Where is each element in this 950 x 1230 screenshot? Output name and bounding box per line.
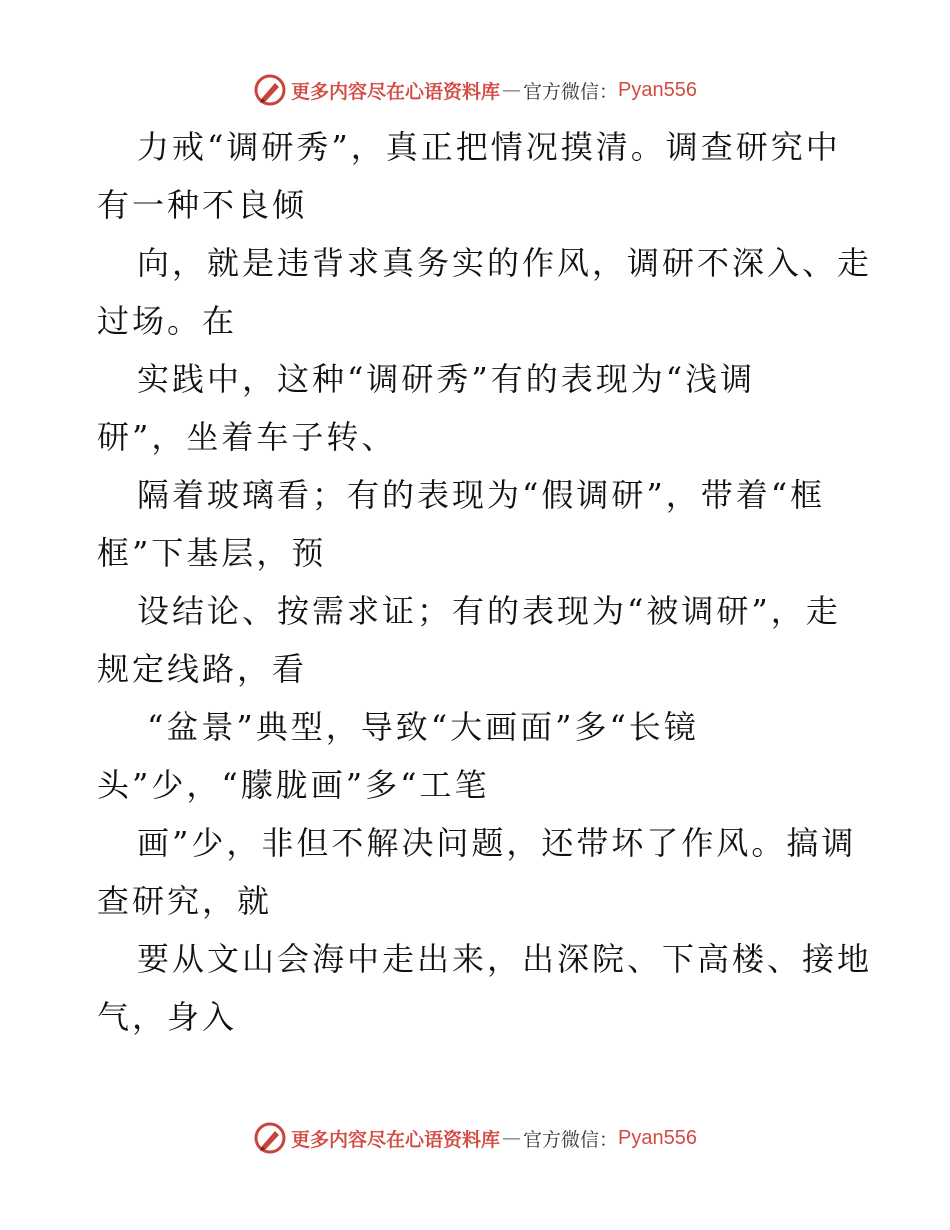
body-line: 框”下基层，预	[97, 534, 327, 572]
watermark-id: Pyan556	[618, 1126, 697, 1149]
body-line: 向，就是违背求真务实的作风，调研不深入、走	[137, 244, 873, 282]
footer-watermark	[0, 1118, 950, 1158]
pen-logo-icon	[253, 73, 287, 107]
watermark-brand: 更多内容尽在心语资料库	[291, 80, 501, 103]
watermark-id: Pyan556	[618, 78, 697, 101]
body-line: 设结论、按需求证；有的表现为“被调研”，走	[137, 592, 841, 630]
body-line: 有一种不良倾	[97, 186, 308, 224]
body-line: 力戒“调研秀”，真正把情况摸清。调查研究中	[137, 128, 841, 166]
header-watermark	[0, 70, 950, 110]
watermark-label: 官方微信：	[523, 80, 619, 103]
body-line: 隔着玻璃看；有的表现为“假调研”，带着“框	[137, 476, 826, 514]
watermark-dash: —	[502, 79, 522, 101]
body-line: 研”，坐着车子转、	[97, 418, 397, 456]
body-line: 查研究，就	[97, 882, 273, 920]
body-line: 要从文山会海中走出来，出深院、下高楼、接地	[137, 940, 873, 978]
body-line: 画”少，非但不解决问题，还带坏了作风。搞调	[137, 824, 857, 862]
body-line: 过场。在	[97, 302, 238, 340]
pen-logo-icon	[253, 1121, 287, 1155]
body-line: 实践中，这种“调研秀”有的表现为“浅调	[137, 360, 756, 398]
document-body	[97, 118, 873, 1046]
watermark-brand: 更多内容尽在心语资料库	[291, 1128, 501, 1151]
watermark-label: 官方微信：	[523, 1128, 619, 1151]
body-line: 规定线路，看	[97, 650, 308, 688]
watermark-dash: —	[502, 1127, 522, 1149]
body-line: 气，身入	[97, 998, 238, 1036]
body-line: 头”少，“朦胧画”多“工笔	[97, 766, 490, 804]
body-line: “盆景”典型，导致“大画面”多“长镜	[147, 708, 699, 746]
